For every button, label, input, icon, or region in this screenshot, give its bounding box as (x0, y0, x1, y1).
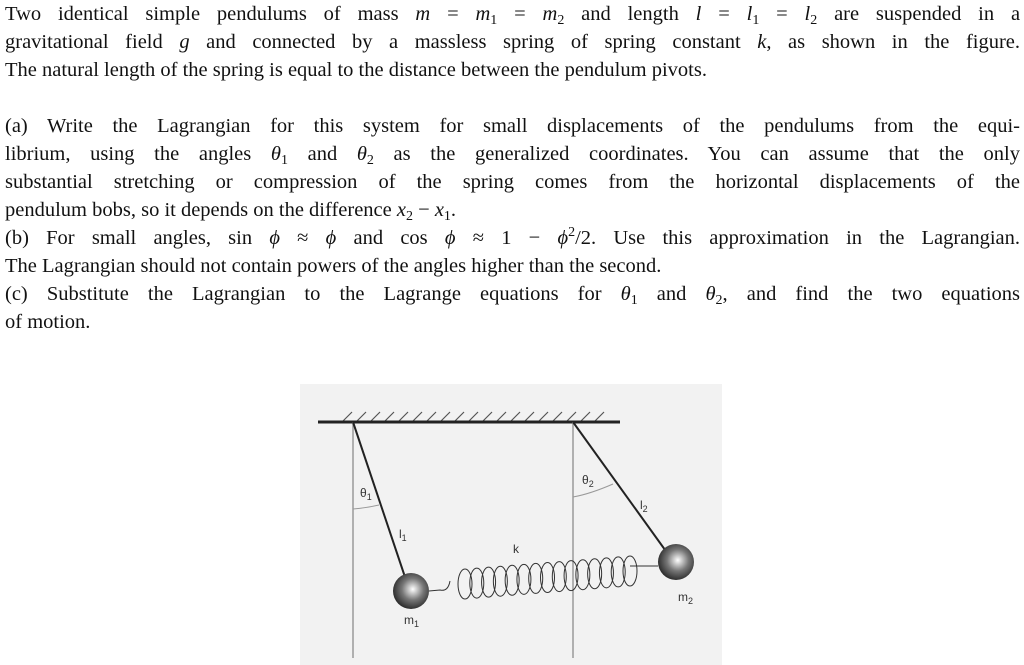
math-symbol: 2 (568, 225, 576, 240)
bob-m2 (658, 544, 694, 580)
label-theta1: $\theta_1$ (360, 486, 372, 502)
text-line (5, 28, 1020, 56)
label-theta2: $\theta_2$ (582, 473, 594, 489)
math-symbol: 1 (630, 293, 638, 308)
text-run: , and find the two equations (722, 283, 1020, 305)
math-symbol: g (179, 31, 190, 53)
math-symbol: 1 (443, 209, 451, 224)
text-run: and (287, 143, 357, 165)
text-run: The natural length of the spring is equal to the distance between the pendulum pivots. (5, 59, 707, 81)
text-run: (b) For small angles, sin (5, 227, 270, 249)
text-run: are suspended in a (817, 3, 1020, 25)
text-line (5, 252, 1020, 280)
problem-intro (5, 0, 1020, 84)
math-symbol: l (804, 3, 811, 25)
math-symbol: ϕ (557, 227, 569, 249)
text-run: ≈ (279, 227, 326, 249)
text-run: = (701, 3, 747, 25)
math-symbol: ϕ (444, 227, 456, 249)
label-k: k (513, 542, 519, 556)
math-symbol: l (746, 3, 753, 25)
label-m1: $m_1$ (404, 613, 420, 629)
text-line (5, 308, 1020, 336)
math-symbol: θ (356, 143, 367, 165)
text-line (5, 140, 1020, 168)
text-run: (c) Substitute the Lagrangian to the Lagrange equations for (5, 283, 621, 305)
text-run: ≈ 1 − (455, 227, 558, 249)
text-line (5, 112, 1020, 140)
text-line (5, 196, 1020, 224)
math-symbol: θ (270, 143, 281, 165)
text-run: (a) Write the Lagrangian for this system for small displacements of the pendulums from the equi- (5, 115, 1020, 137)
text-line (5, 168, 1020, 196)
math-symbol: m (542, 3, 558, 25)
text-run: and length (564, 3, 696, 25)
text-run: librium, using the angles (5, 143, 271, 165)
text-run: The Lagrangian should not contain powers of the angles higher than the second. (5, 255, 662, 277)
math-symbol: l (695, 3, 702, 25)
text-run: and cos (336, 227, 445, 249)
label-l1: $l_1$ (399, 527, 407, 543)
math-symbol: x (396, 199, 406, 221)
math-symbol: 1 (280, 153, 288, 168)
label-l2: $l_2$ (640, 498, 648, 514)
problem-parts (5, 112, 1020, 336)
text-run: . (450, 199, 457, 221)
text-run: pendulum bobs, so it depends on the difference (5, 199, 397, 221)
coupled-pendulums-figure (300, 384, 722, 665)
math-symbol: k (757, 31, 767, 53)
figure-background (300, 384, 722, 665)
math-symbol: 2 (366, 153, 374, 168)
text-line (5, 224, 1020, 252)
text-line (5, 0, 1020, 28)
text-run: substantial stretching or compression of the spring comes from the horizontal displacements of the (5, 171, 1020, 193)
text-run: and (637, 283, 706, 305)
text-run: = (759, 3, 805, 25)
text-line (5, 280, 1020, 308)
bob-m1 (393, 573, 429, 609)
text-run: and connected by a massless spring of spring constant (189, 31, 758, 53)
text-run: = (430, 3, 476, 25)
text-run: as the generalized coordinates. You can assume that the only (373, 143, 1020, 165)
math-symbol: 2 (715, 293, 723, 308)
math-symbol: 1 (490, 13, 498, 28)
math-symbol: ϕ (325, 227, 337, 249)
text-run: gravitational field (5, 31, 180, 53)
text-run: of motion. (5, 311, 91, 333)
math-symbol: m (415, 3, 431, 25)
math-symbol: 2 (406, 209, 413, 224)
math-symbol: θ (705, 283, 716, 305)
math-symbol: θ (620, 283, 631, 305)
label-m2: $m_2$ (678, 590, 694, 606)
text-run: = (497, 3, 543, 25)
text-run: Two identical simple pendulums of mass (5, 3, 416, 25)
text-run: , as shown in the figure. (766, 31, 1020, 53)
text-run: /2. Use this approximation in the Lagrangian. (575, 227, 1020, 249)
math-symbol: x (434, 199, 444, 221)
text-line (5, 56, 1020, 84)
math-symbol: 2 (810, 13, 818, 28)
math-symbol: 2 (557, 13, 565, 28)
math-symbol: ϕ (269, 227, 280, 249)
text-run: − (413, 199, 435, 221)
math-symbol: m (475, 3, 491, 25)
math-symbol: 1 (752, 13, 760, 28)
